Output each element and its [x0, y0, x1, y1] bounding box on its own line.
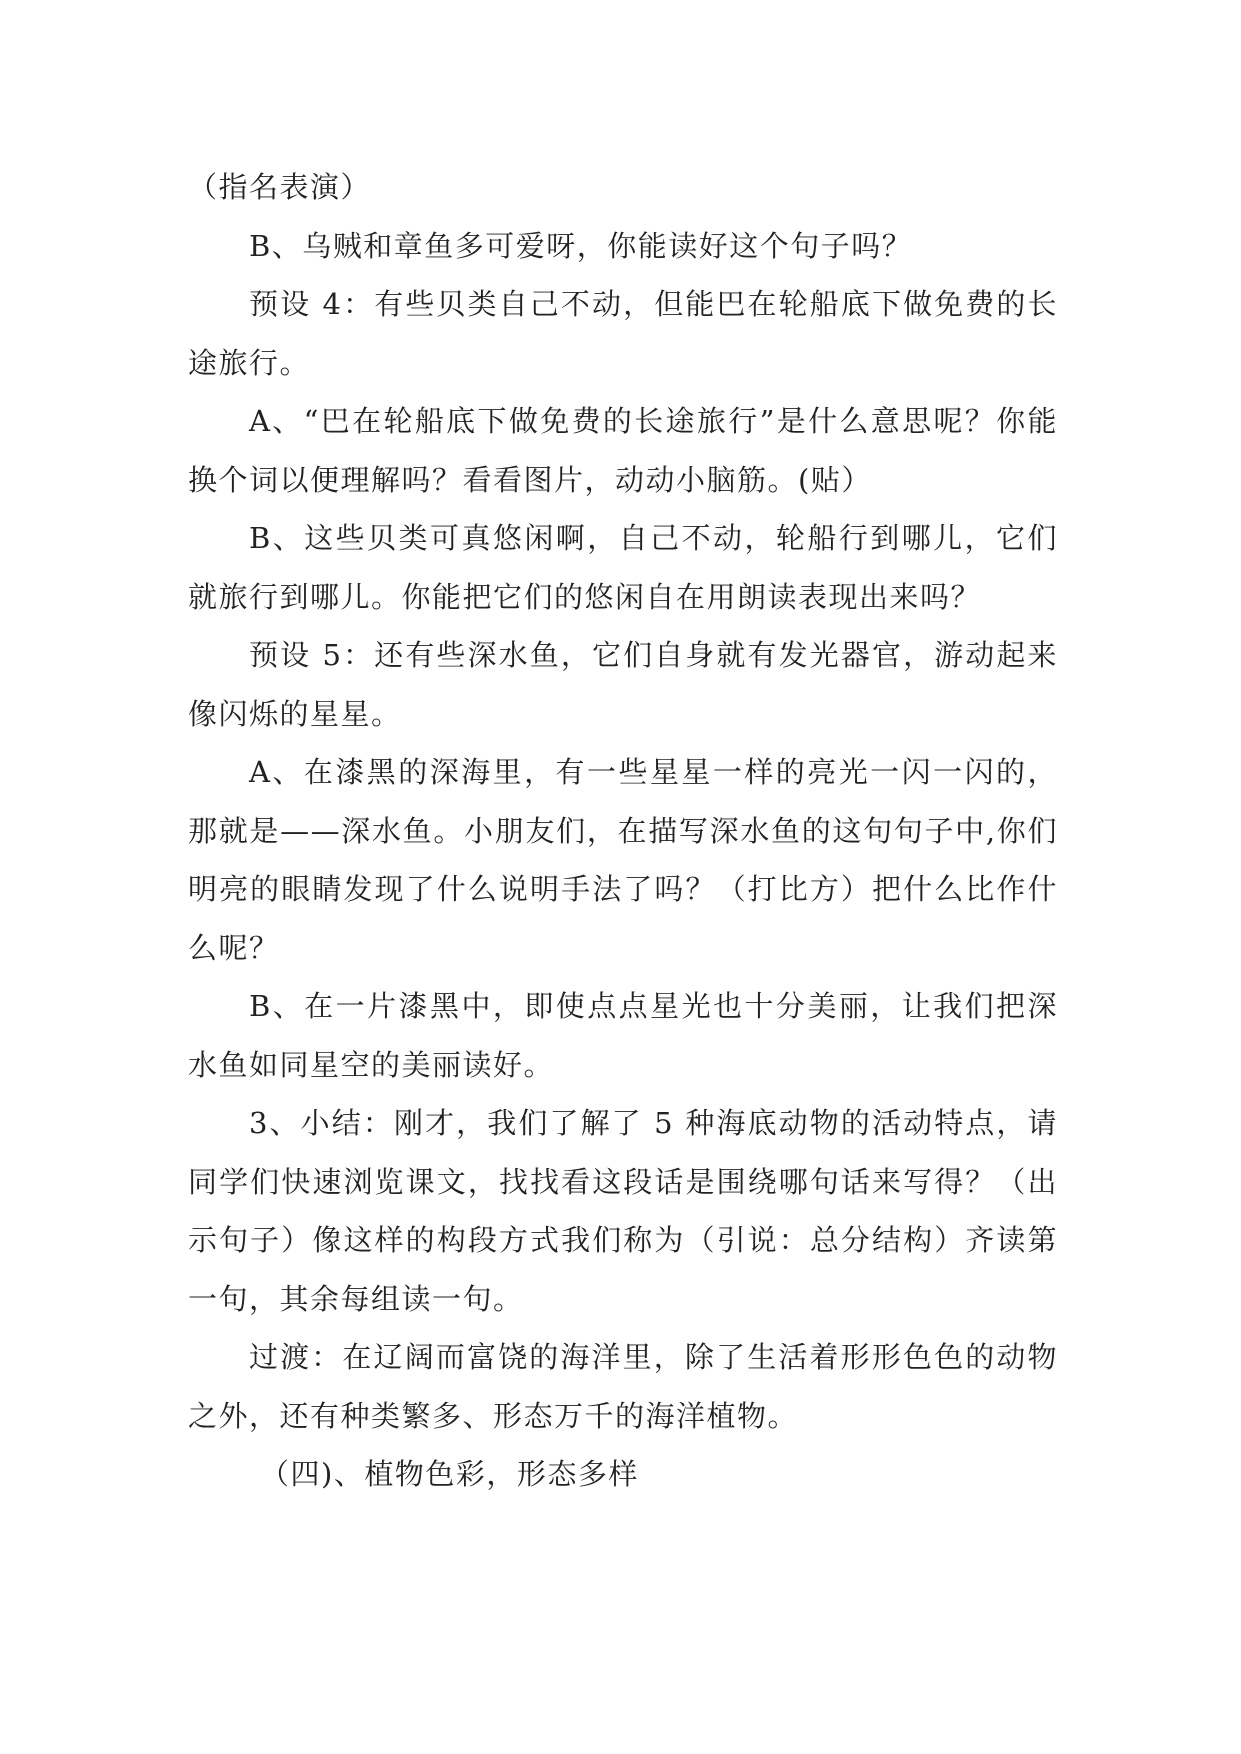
paragraph-preset-5: 预设 5：还有些深水鱼，它们自身就有发光器官，游动起来像闪烁的星星。	[188, 638, 1058, 731]
section-heading-plants: （四)、植物色彩，形态多样	[260, 1457, 639, 1491]
paragraph-preset-4-b: B、这些贝类可真悠闲啊，自己不动，轮船行到哪儿，它们就旅行到哪儿。你能把它们的悠闲自在用朗读表现出来吗？	[188, 521, 1058, 614]
paragraph-summary: 3、小结：刚才，我们了解了 5 种海底动物的活动特点，请同学们快速浏览课文，找找看这段话是围绕哪句话来写得？（出示句子）像这样的构段方式我们称为（引说：总分结构）齐读第一句，其余每组读一句。	[188, 1106, 1058, 1316]
paragraph-preset-5-b: B、在一片漆黑中，即使点点星光也十分美丽，让我们把深水鱼如同星空的美丽读好。	[188, 989, 1058, 1082]
paragraph-preset-4-a: A、“巴在轮船底下做免费的长途旅行”是什么意思呢？你能换个词以便理解吗？看看图片，动动小脑筋。(贴）	[188, 404, 1058, 497]
paragraph-preset-5-a: A、在漆黑的深海里，有一些星星一样的亮光一闪一闪的，那就是——深水鱼。小朋友们，在描写深水鱼的这句句子中,你们明亮的眼睛发现了什么说明手法了吗？（打比方）把什么比作什么呢？	[188, 755, 1058, 965]
paragraph-performance-note: （指名表演）	[188, 170, 372, 204]
paragraph-squid-octopus: B、乌贼和章鱼多可爱呀，你能读好这个句子吗？	[249, 228, 913, 263]
paragraph-preset-4: 预设 4：有些贝类自己不动，但能巴在轮船底下做免费的长途旅行。	[188, 287, 1058, 380]
document-body	[188, 158, 1058, 1504]
paragraph-transition: 过渡：在辽阔而富饶的海洋里，除了生活着形形色色的动物之外，还有种类繁多、形态万千的海洋植物。	[188, 1340, 1058, 1433]
